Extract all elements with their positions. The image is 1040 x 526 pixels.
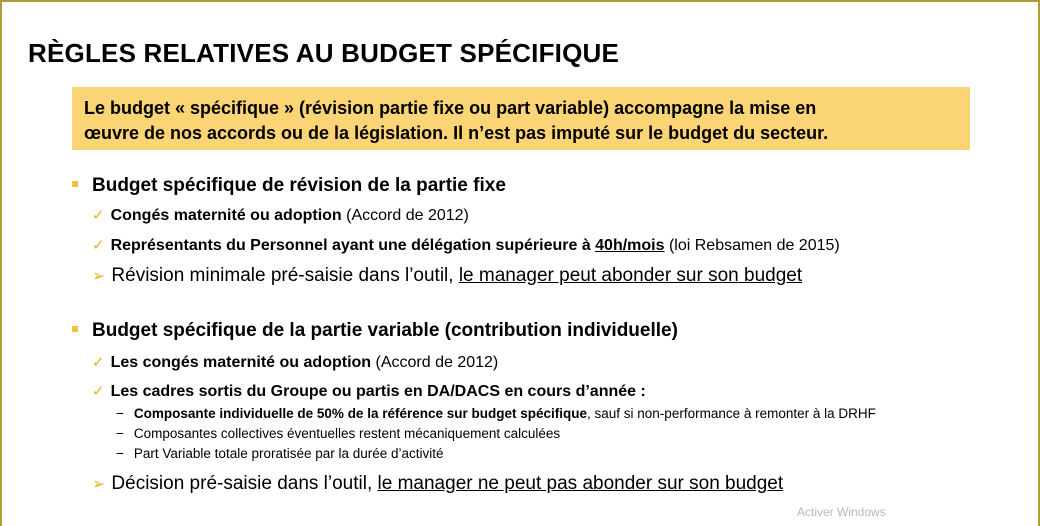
arrow-bullet-icon: ➢	[92, 476, 106, 493]
check-icon: ✓	[92, 354, 105, 371]
item-bold-text: Les congés maternité ou adoption	[110, 354, 372, 371]
arrow-text: Révision minimale pré-saisie dans l’outil,	[111, 265, 459, 286]
section-fixed-heading-text: Budget spécifique de révision de la partie fixe	[92, 175, 506, 196]
item-text: (loi Rebsamen de 2015)	[664, 237, 840, 254]
arrow-item-fixed-revision	[92, 265, 802, 287]
arrow-underline-text: le manager peut abonder sur son budget	[458, 265, 803, 286]
dash-icon: −	[116, 406, 124, 421]
arrow-bullet-icon: ➢	[92, 268, 106, 285]
section-variable-heading-text: Budget spécifique de la partie variable (contribution individuelle)	[92, 320, 678, 341]
section-variable-heading	[72, 320, 678, 342]
sub-item-collective	[116, 426, 560, 441]
sub-text: , sauf si non-performance à remonter à la DRHF	[587, 406, 876, 421]
callout-line-2: œuvre de nos accords ou de la législation. Il n’est pas imputé sur le budget du secteur.	[84, 123, 829, 143]
sub-item-prorata	[116, 446, 444, 461]
slide-title: RÈGLES RELATIVES AU BUDGET SPÉCIFIQUE	[28, 38, 620, 68]
dash-icon: −	[116, 446, 124, 461]
item-bold-text: Représentants du Personnel ayant une délégation supérieure à	[110, 237, 596, 254]
section-fixed-heading	[72, 175, 506, 197]
list-item-maternity-fixed	[92, 206, 469, 225]
item-underline-text: 40h/mois	[595, 237, 665, 254]
check-icon: ✓	[92, 237, 105, 254]
square-bullet-icon	[72, 326, 78, 332]
item-bold-text: Les cadres sortis du Groupe ou partis en DA/DACS en cours d’année :	[110, 383, 646, 400]
arrow-item-variable-decision	[92, 473, 783, 495]
summary-callout	[72, 87, 970, 150]
item-bold-text: Congés maternité ou adoption	[110, 207, 342, 224]
check-icon: ✓	[92, 383, 105, 400]
list-item-departed-managers	[92, 382, 646, 401]
arrow-text: Décision pré-saisie dans l’outil,	[111, 473, 378, 494]
item-text: (Accord de 2012)	[341, 207, 469, 224]
sub-item-individual	[116, 406, 876, 421]
sub-bold-text: Composante individuelle de 50% de la référence sur budget spécifique	[133, 406, 588, 421]
dash-icon: −	[116, 426, 124, 441]
callout-line-1: Le budget « spécifique » (révision partie fixe ou part variable) accompagne la mise en	[84, 98, 817, 118]
list-item-representatives	[92, 236, 840, 255]
check-icon: ✓	[92, 207, 105, 224]
activate-windows-watermark: Activer Windows	[797, 505, 886, 519]
sub-text: Part Variable totale proratisée par la durée d’activité	[133, 446, 444, 461]
sub-text: Composantes collectives éventuelles restent mécaniquement calculées	[133, 426, 561, 441]
item-text: (Accord de 2012)	[371, 354, 499, 371]
arrow-underline-text: le manager ne peut pas abonder sur son budget	[377, 473, 784, 494]
square-bullet-icon	[72, 181, 78, 187]
list-item-maternity-variable	[92, 353, 498, 372]
